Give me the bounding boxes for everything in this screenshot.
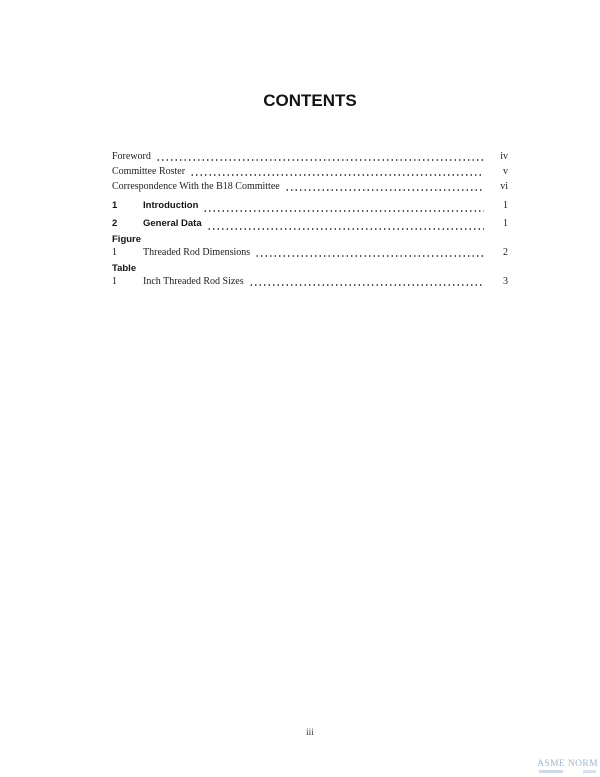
toc-section-number: 2 xyxy=(112,218,118,229)
toc-entry-number: 1 xyxy=(112,247,117,258)
toc-entry-page: v xyxy=(503,166,508,177)
toc-entry-page: 3 xyxy=(503,276,508,287)
toc-entry-label: Correspondence With the B18 Committee xyxy=(112,181,280,192)
dot-leader xyxy=(249,284,484,286)
dot-leader xyxy=(285,189,484,191)
folio-page-number: iii xyxy=(306,728,314,738)
asme-norm-watermark xyxy=(537,759,598,774)
toc-entry-label: Committee Roster xyxy=(112,166,186,177)
toc-entry-page: vi xyxy=(500,181,508,192)
table-of-contents xyxy=(112,149,508,289)
toc-entry-table-1 xyxy=(112,275,508,289)
toc-entry-section-1 xyxy=(112,197,508,215)
watermark-text: ASME NORM xyxy=(537,758,598,769)
toc-entry-page: iv xyxy=(500,151,508,162)
dot-leader xyxy=(207,228,484,230)
dot-leader xyxy=(203,210,484,212)
page-title: CONTENTS xyxy=(263,91,357,110)
watermark-bar xyxy=(539,770,563,773)
toc-section-number: 1 xyxy=(112,200,118,211)
contents-title-wrap xyxy=(112,92,508,111)
toc-entry-section-2 xyxy=(112,215,508,233)
toc-entry-label: Foreword xyxy=(112,151,151,162)
toc-entry-label: Inch Threaded Rod Sizes xyxy=(143,276,244,287)
dot-leader xyxy=(190,174,484,176)
toc-entry-figure-1 xyxy=(112,246,508,260)
watermark-subline xyxy=(537,770,598,773)
toc-entry-foreword xyxy=(112,149,508,164)
toc-entry-label: Introduction xyxy=(143,200,199,211)
toc-entry-label: Threaded Rod Dimensions xyxy=(143,247,251,258)
toc-entry-page: 1 xyxy=(503,218,508,229)
toc-entry-label: General Data xyxy=(143,218,202,229)
toc-entry-number: 1 xyxy=(112,276,117,287)
toc-entry-correspondence xyxy=(112,179,508,194)
toc-entry-committee-roster xyxy=(112,164,508,179)
toc-group-heading-table: Table xyxy=(112,263,137,274)
toc-group-heading-figure: Figure xyxy=(112,234,142,245)
dot-leader xyxy=(156,159,484,161)
dot-leader xyxy=(255,255,484,257)
toc-entry-page: 1 xyxy=(503,200,508,211)
toc-entry-page: 2 xyxy=(503,247,508,258)
watermark-bar xyxy=(583,770,596,773)
